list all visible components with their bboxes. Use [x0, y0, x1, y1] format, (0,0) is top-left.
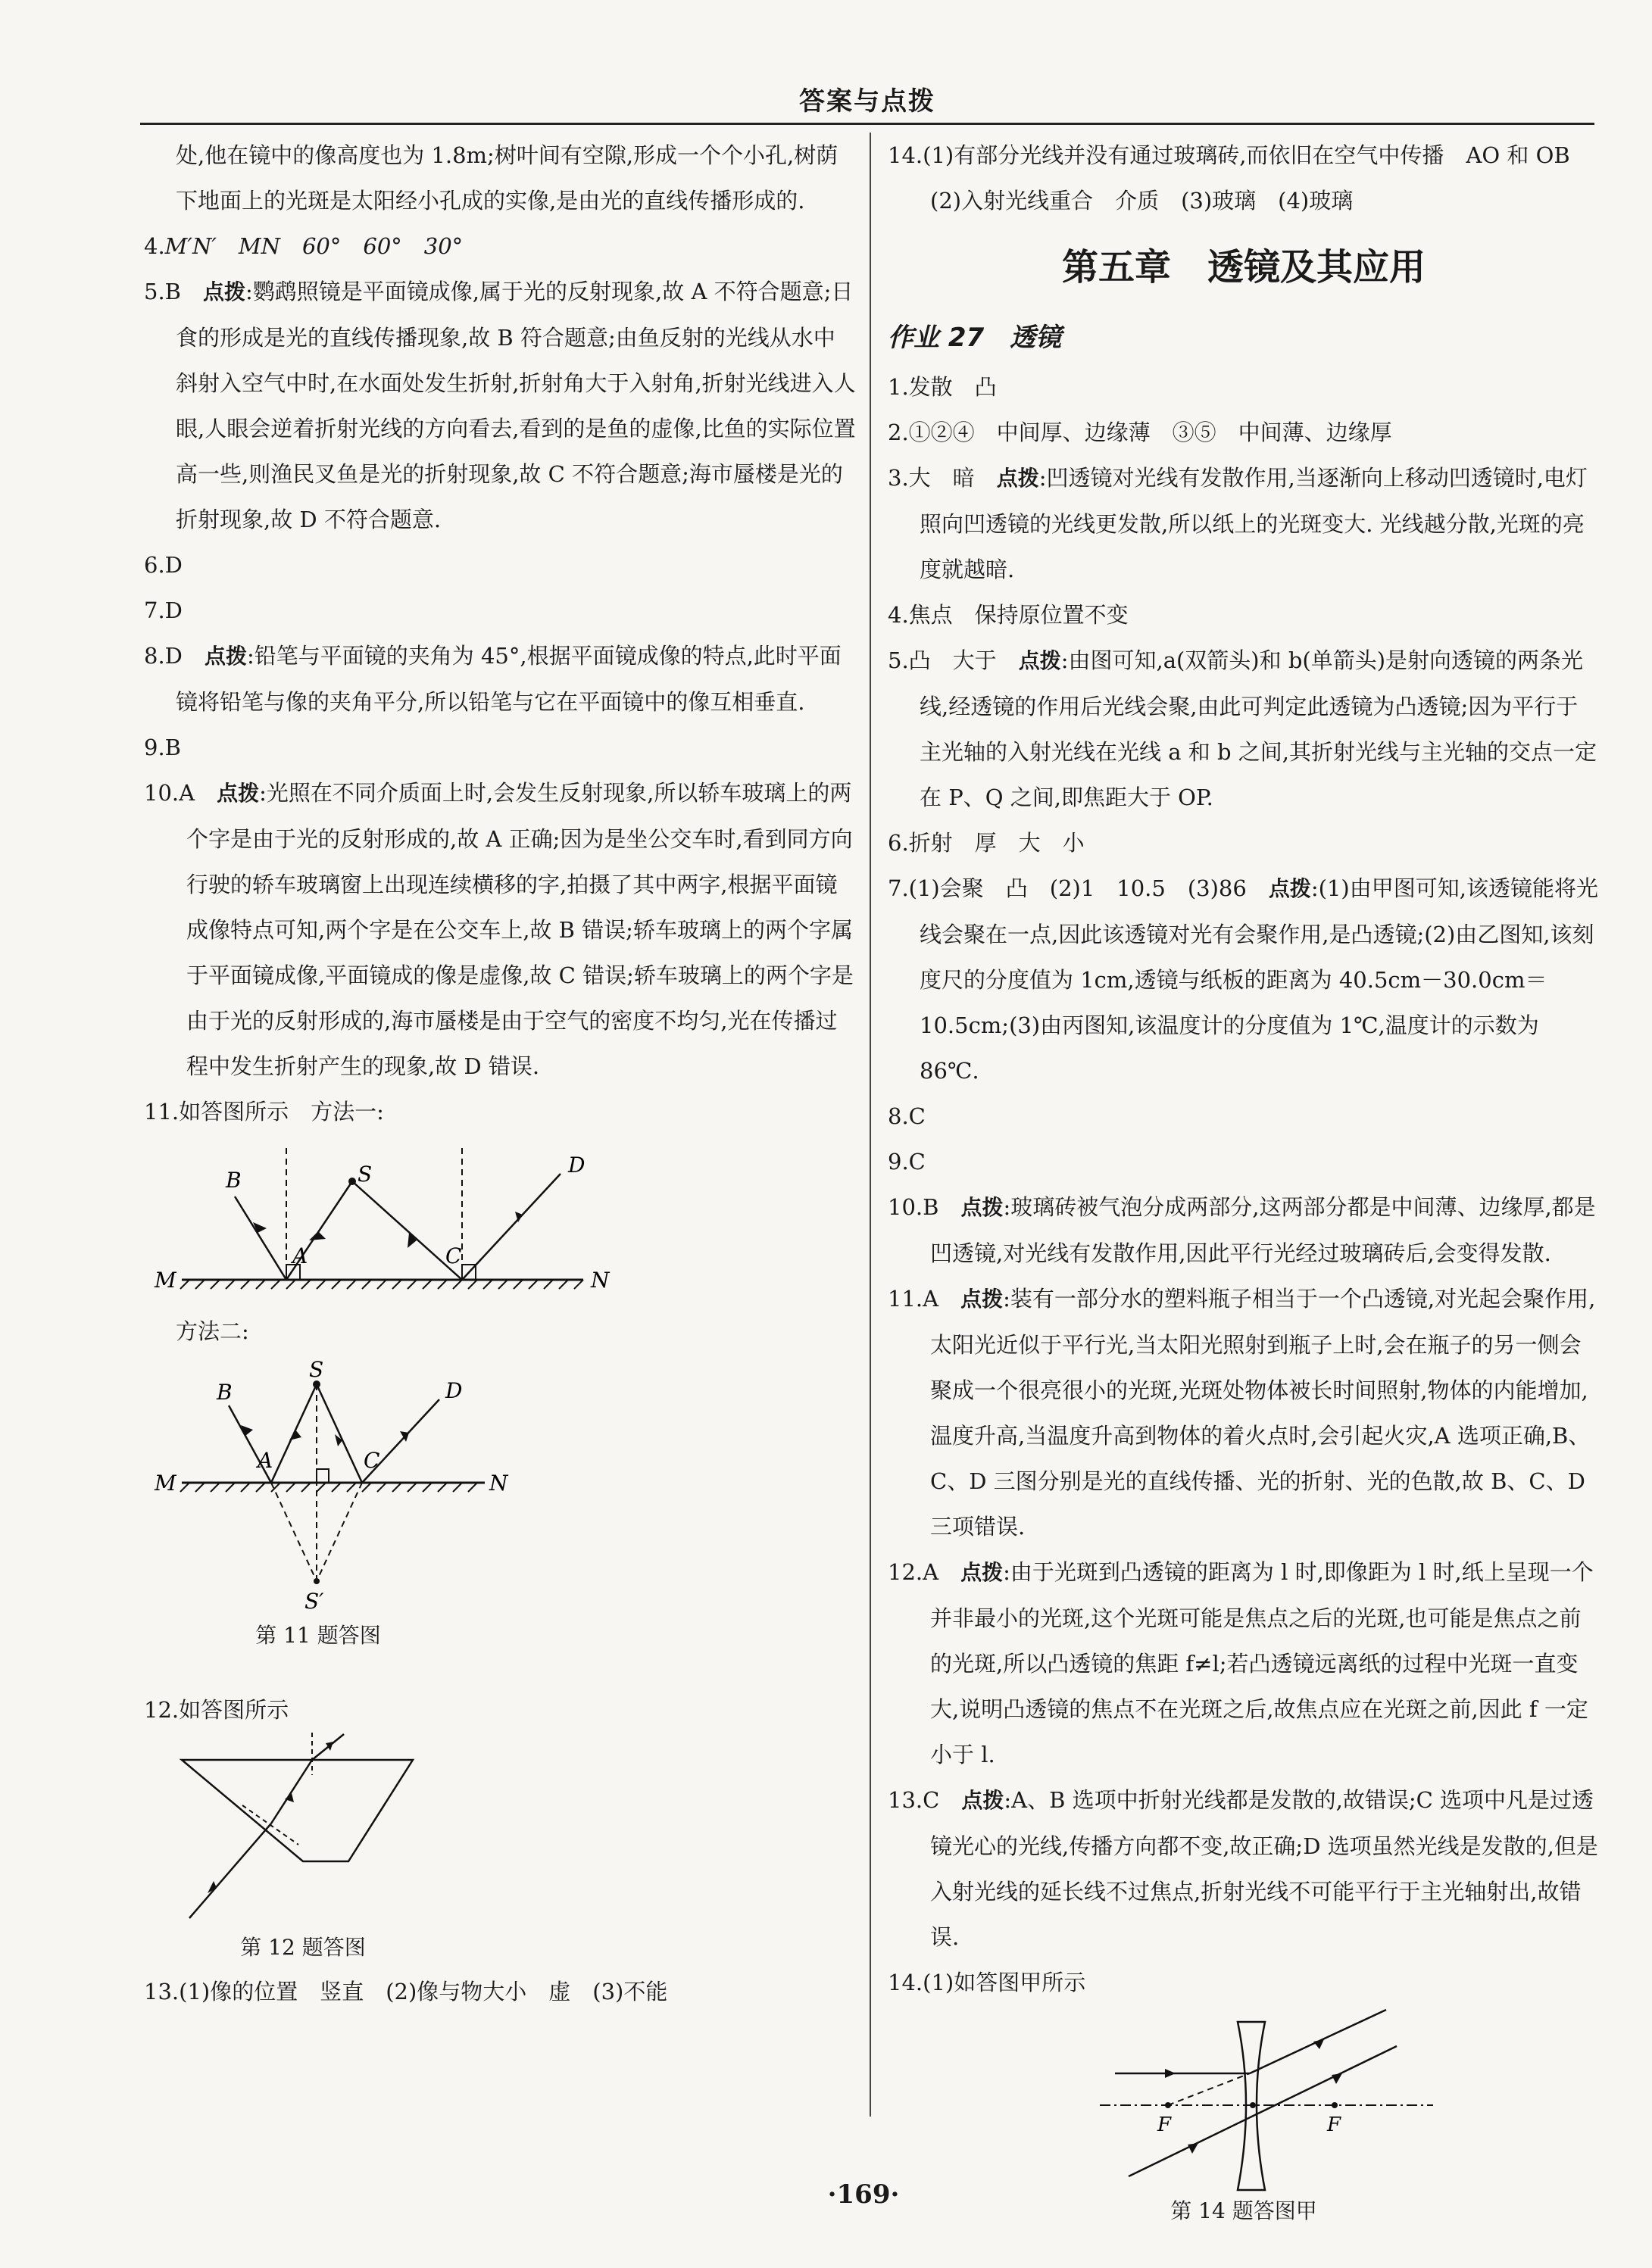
answer-choice: (1)会聚 凸 (2)1 10.5 (3)86: [908, 875, 1247, 901]
answer-7: [144, 588, 856, 633]
answer-choice: B: [164, 279, 181, 304]
label-B: B: [217, 1380, 233, 1405]
tip-text: :A、B 选项中折射光线都是发散的,故错误;C 选项中凡是过透镜光心的光线,传播方向都不变,故正确;D 选项虽然光线是发散的,但是入射光线的延长线不过焦点,折射光线不可能平行于主光轴射出,故错误.: [930, 1787, 1598, 1950]
answer-text: 如答图所示 方法一:: [179, 1099, 384, 1125]
answer-choice: 大 暗: [908, 465, 975, 491]
continuation-paragraph: 处,他在镜中的像高度也为 1.8m;树叶间有空隙,形成一个个小孔,树荫下地面上的光斑是太阳经小孔成的实像,是由光的直线传播形成的.: [176, 142, 838, 214]
left-column: [144, 133, 856, 2014]
answer-11: [144, 1089, 856, 1134]
answer-text: 如答图所示: [179, 1697, 289, 1723]
answer-label: 10.: [888, 1194, 923, 1220]
label-B: B: [226, 1168, 242, 1193]
answer-label: 14.: [888, 1970, 923, 1995]
tip-label: 点拨: [1018, 648, 1061, 673]
answer-choice: A: [923, 1286, 939, 1312]
answer-label: 8.: [144, 643, 165, 669]
tip-text: :铅笔与平面镜的夹角为 45°,根据平面镜成像的特点,此时平面镜将铅笔与像的夹角平分,所以铅笔与它在平面镜中的像互相垂直.: [176, 643, 842, 715]
answer-4: [144, 223, 856, 269]
answer-label: 9.: [888, 1149, 909, 1175]
answer-choice: D: [164, 597, 183, 623]
answer-label: 12.: [888, 1559, 923, 1585]
answer-label: 7.: [888, 875, 909, 901]
tip-label: 点拨: [204, 644, 247, 669]
answer-choice: A: [179, 780, 195, 806]
answer-text: 发散 凸: [908, 374, 997, 400]
label-D: D: [568, 1153, 586, 1178]
tip-text: :由于光斑到凸透镜的距离为 l 时,即像距为 l 时,纸上呈现一个并非最小的光斑,这个光斑可能是焦点之后的光斑,也可能是焦点之前的光斑,所以凸透镜的焦距 f≠l;若凸透镜远离纸的过程中光斑一直变大,说明凸透镜的焦点不在光斑之后,故焦点应在光斑之前,因此 f 一定小于 l.: [930, 1559, 1594, 1767]
tip-text: :光照在不同介质面上时,会发生反射现象,所以轿车玻璃上的两个字是由于光的反射形成的,故 A 正确;因为是坐公交车时,看到同方向行驶的轿车玻璃窗上出现连续横移的字,拍摄了其中两字,根据平面镜成像特点可知,两个字是在公交车上,故 B 错误;轿车玻璃上的两个字属于平面镜成像,平面镜成的像是虚像,故 C 错误;轿车玻璃上的两个字是由于光的反射形成的,海市蜃楼是由于空气的密度不均匀,光在传播过程中发生折射产生的现象,故 D 错误.: [186, 780, 854, 1079]
answer-14-ch5: [888, 1960, 1600, 2005]
answer-7-ch5: [888, 866, 1600, 1093]
answer-label: 6.: [888, 830, 909, 856]
answer-text: (1)像的位置 竖直 (2)像与物大小 虚 (3)不能: [179, 1979, 668, 2004]
answer-label: 7.: [144, 597, 165, 623]
answer-label: 9.: [144, 735, 165, 760]
answer-label: 4.: [888, 602, 909, 628]
answer-12: [144, 1687, 856, 1733]
answer-8: [144, 633, 856, 725]
answer-text: (1)有部分光线并没有通过玻璃砖,而依旧在空气中传播 AO 和 OB (2)入射光线重合 介质 (3)玻璃 (4)玻璃: [923, 142, 1592, 214]
answer-2: [888, 410, 1600, 455]
tip-text: :鹦鹉照镜是平面镜成像,属于光的反射现象,故 A 不符合题意;日食的形成是光的直线传播现象,故 B 符合题意;由鱼反射的光线从水中斜射入空气中时,在水面处发生折射,折射角大于入射角,折射光线进入人眼,人眼会逆着折射光线的方向看去,看到的是鱼的虚像,比鱼的实际位置高一些,则渔民叉鱼是光的折射现象,故 C 不符合题意;海市蜃楼是光的折射现象,故 D 不符合题意.: [176, 279, 856, 532]
answer-12-ch5: [888, 1549, 1600, 1777]
answer-choice: C: [908, 1149, 926, 1175]
label-F-right: F: [1327, 2114, 1341, 2136]
answer-choice: B: [164, 735, 181, 760]
answer-1: [888, 364, 1600, 410]
answer-5: [144, 269, 856, 542]
tip-label: 点拨: [203, 279, 246, 304]
answer-label: 12.: [144, 1697, 180, 1723]
answer-3: [888, 455, 1600, 592]
answer-10: [144, 770, 856, 1089]
label-N: N: [489, 1471, 508, 1496]
answer-label: 5.: [144, 279, 165, 304]
column-divider: [870, 133, 871, 2117]
answer-label: 13.: [888, 1787, 923, 1813]
figure-12-caption: 第 12 题答图: [240, 1935, 366, 1960]
answer-label: 6.: [144, 552, 165, 578]
chapter-title: 第五章 透镜及其应用: [1061, 246, 1426, 289]
tip-text: :由图可知,a(双箭头)和 b(单箭头)是射向透镜的两条光线,经透镜的作用后光线会聚,由此可判定此透镜为凸透镜;因为平行于主光轴的入射光线在光线 a 和 b 之间,其折射光线与主光轴的交点一定在 P、Q 之间,即焦距大于 OP.: [920, 647, 1597, 810]
answer-text: 折射 厚 大 小: [908, 830, 1085, 856]
tip-label: 点拨: [960, 1560, 1004, 1585]
label-A: A: [258, 1448, 273, 1473]
header-title: 答案与点拨: [799, 86, 935, 117]
answer-label: 10.: [144, 780, 180, 806]
answer-label: 13.: [144, 1979, 180, 2004]
answer-choice: D: [164, 552, 183, 578]
answer-label: 8.: [888, 1103, 909, 1129]
label-N: N: [591, 1268, 610, 1293]
label-M: M: [155, 1268, 176, 1293]
figure-14-concave-lens: [888, 2005, 1600, 2195]
label-C: C: [445, 1243, 462, 1268]
answer-text: (1)如答图甲所示: [923, 1970, 1086, 1995]
answer-choice: D: [164, 643, 183, 669]
answer-text: 焦点 保持原位置不变: [908, 602, 1129, 628]
label-S: S: [358, 1162, 373, 1187]
answer-14-prev: [888, 133, 1600, 223]
tip-label: 点拨: [960, 1287, 1004, 1312]
label-S-prime: S′: [304, 1589, 324, 1614]
answer-label: 4.: [144, 233, 165, 259]
answer-choice: C: [908, 1103, 926, 1129]
answer-9-ch5: [888, 1139, 1600, 1184]
label-F-left: F: [1157, 2114, 1172, 2136]
label-M: M: [155, 1471, 176, 1496]
answer-6: [144, 542, 856, 588]
answer-11-ch5: [888, 1276, 1600, 1549]
answer-5-ch5: [888, 638, 1600, 820]
tip-label: 点拨: [996, 466, 1039, 491]
figure-11-method-2: [144, 1354, 856, 1619]
tip-text: :(1)由甲图可知,该透镜能将光线会聚在一点,因此该透镜对光有会聚作用,是凸透镜;(2)由乙图知,该刻度尺的分度值为 1cm,透镜与纸板的距离为 40.5cm－30.0cm＝10.5cm;(3)由丙图知,该温度计的分度值为 1℃,温度计的示数为 86℃.: [920, 875, 1598, 1084]
answer-13-ch5: [888, 1777, 1600, 1960]
answer-label: 5.: [888, 647, 909, 673]
label-D: D: [445, 1378, 463, 1403]
tip-label: 点拨: [1268, 876, 1311, 901]
answer-label: 11.: [888, 1286, 923, 1312]
answer-label: 14.: [888, 142, 923, 168]
label-A: A: [292, 1243, 308, 1268]
method-2-label: 方法二:: [176, 1318, 249, 1344]
answer-label: 1.: [888, 374, 909, 400]
answer-choice: 凸 大于: [908, 647, 997, 673]
answer-label: 11.: [144, 1099, 180, 1125]
label-S: S: [309, 1357, 324, 1382]
answer-text: ①②④ 中间厚、边缘薄 ③⑤ 中间薄、边缘厚: [908, 420, 1392, 445]
answer-4-ch5: [888, 592, 1600, 638]
answer-choice: A: [923, 1559, 939, 1585]
label-C: C: [364, 1448, 380, 1473]
tip-label: 点拨: [217, 781, 260, 806]
tip-label: 点拨: [961, 1788, 1004, 1813]
answer-choice: B: [923, 1194, 939, 1220]
figure-14-caption: 第 14 题答图甲: [1170, 2198, 1317, 2223]
homework-title: 作业 27 透镜: [888, 323, 1062, 353]
figure-11-caption: 第 11 题答图: [255, 1623, 381, 1648]
tip-label: 点拨: [960, 1195, 1004, 1220]
answer-9: [144, 725, 856, 770]
right-column: [888, 133, 1600, 2232]
answer-choice: C: [923, 1787, 940, 1813]
answer-8-ch5: [888, 1093, 1600, 1139]
answer-label: 2.: [888, 420, 909, 445]
figure-11-method-1: [144, 1134, 856, 1309]
answer-13: [144, 1969, 856, 2014]
tip-text: :凹透镜对光线有发散作用,当逐渐向上移动凹透镜时,电灯照向凹透镜的光线更发散,所以纸上的光斑变大. 光线越分散,光斑的亮度就越暗.: [920, 465, 1588, 582]
page-number: ·169·: [827, 2179, 900, 2210]
answer-6-ch5: [888, 820, 1600, 866]
page-header: [140, 77, 1594, 125]
answer-label: 3.: [888, 465, 909, 491]
answer-10-ch5: [888, 1184, 1600, 1276]
answer-text: M′N′ MN 60° 60° 30°: [164, 233, 464, 259]
tip-text: :玻璃砖被气泡分成两部分,这两部分都是中间薄、边缘厚,都是凹透镜,对光线有发散作用,因此平行光经过玻璃砖后,会变得发散.: [930, 1194, 1596, 1266]
figure-12-prism: [144, 1733, 856, 1922]
tip-text: :装有一部分水的塑料瓶子相当于一个凸透镜,对光起会聚作用,太阳光近似于平行光,当太阳光照射到瓶子上时,会在瓶子的另一侧会聚成一个很亮很小的光斑,光斑处物体被长时间照射,物体的内能增加,温度升高,当温度升高到物体的着火点时,会引起火灾,A 选项正确,B、C、D 三图分别是光的直线传播、光的折射、光的色散,故 B、C、D 三项错误.: [930, 1286, 1596, 1540]
